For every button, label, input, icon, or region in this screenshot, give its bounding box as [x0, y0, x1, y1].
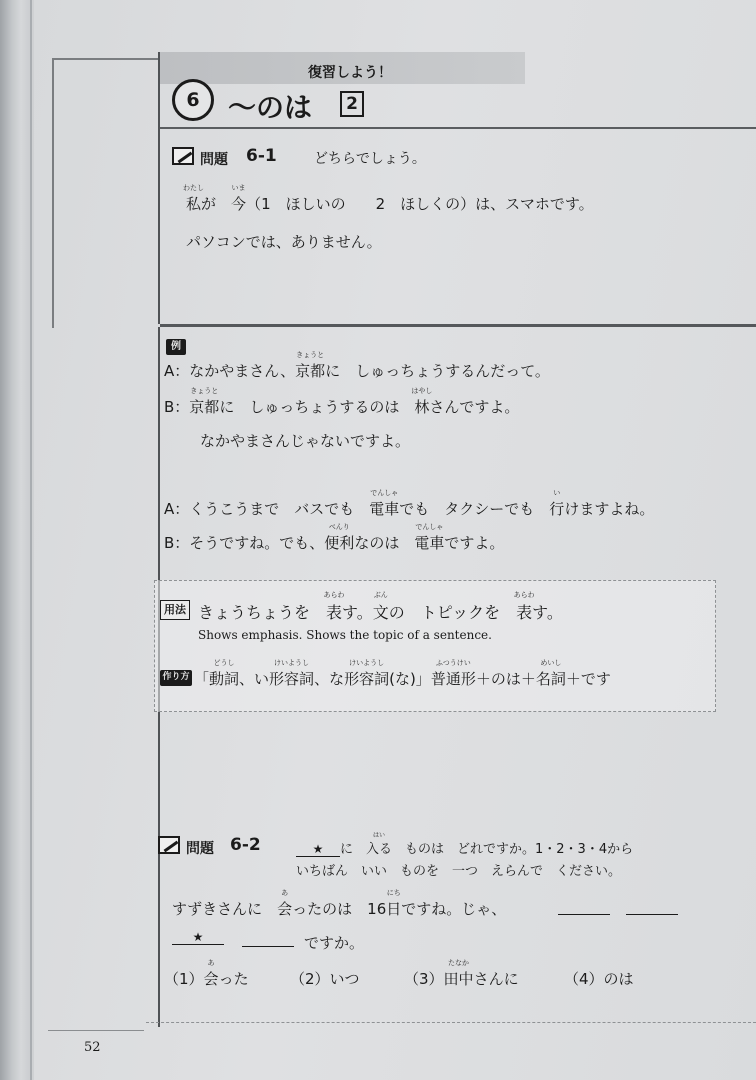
kanji: 林 [414, 398, 430, 416]
frame-line-left [52, 58, 54, 328]
pencil-icon [158, 836, 180, 854]
ruby-word [295, 351, 326, 381]
text: 、い [239, 670, 270, 688]
furigana: にち [386, 889, 401, 897]
ruby-word [183, 184, 204, 214]
ruby-word [324, 523, 355, 553]
problem2-instruction-line1 [296, 838, 633, 857]
ruby-word [269, 659, 315, 689]
kanji: 文 [372, 603, 389, 622]
kanji: 普通形 [430, 670, 476, 688]
furigana: べんり [328, 523, 350, 531]
problem1-line1 [183, 184, 594, 214]
ruby-word [323, 591, 345, 623]
furigana: けいようし [274, 659, 310, 667]
problem-number: 6-1 [246, 146, 277, 166]
footer-rule [48, 1030, 144, 1031]
problem1-line2: パソコンでは、ありません。 [186, 233, 382, 251]
option-3[interactable] [404, 959, 519, 989]
example-b1-cont: なかやまさんじゃないですよ。 [200, 432, 411, 450]
text: ですよ。 [444, 534, 505, 552]
example-b1 [164, 387, 520, 417]
furigana: きょうと [190, 387, 219, 395]
furigana: あ [281, 889, 289, 897]
problem2-sentence [172, 889, 507, 919]
kanji: 電車 [369, 500, 400, 518]
furigana: あらわ [513, 591, 535, 599]
furigana: あ [207, 959, 215, 967]
lesson-title-badge: 2 [340, 91, 364, 117]
kanji: 京都 [189, 398, 220, 416]
furigana: でんしゃ [370, 489, 399, 497]
furigana: ぶん [373, 591, 388, 599]
ruby-word [513, 591, 535, 623]
ruby-word [189, 387, 220, 417]
ruby-word [231, 184, 247, 214]
usage-jp [198, 591, 563, 623]
text: A：なかやまさん、 [164, 362, 296, 380]
text: に しゅっちょうするのは [219, 398, 415, 416]
review-label: 復習しよう！ [308, 65, 392, 81]
option-2[interactable] [290, 968, 360, 989]
problem-instruction: どちらでしょう。 [314, 151, 426, 167]
kanji: 電車 [414, 534, 445, 552]
option-number: （3） [404, 970, 444, 988]
kanji: 私 [186, 195, 202, 213]
text: ＋のは＋ [475, 670, 536, 688]
answer-blank-4[interactable] [242, 946, 294, 947]
usage-tag: 用法 [160, 600, 190, 620]
furigana: でんしゃ [415, 523, 444, 531]
kanji: 動詞 [209, 670, 240, 688]
kanji: 名詞 [535, 670, 566, 688]
problem-label: 問題 [200, 152, 228, 168]
furigana: どうし [213, 659, 235, 667]
ruby-word [443, 959, 474, 989]
text: 「 [194, 670, 210, 688]
unit-number: 6 [172, 79, 214, 121]
option-number: （4） [564, 970, 604, 988]
ruby-word [430, 659, 476, 689]
problem-number: 6-2 [230, 835, 261, 855]
option-number: （1） [164, 970, 204, 988]
lesson-title: 〜のは [228, 91, 313, 124]
text: が [201, 195, 217, 213]
furigana: あらわ [323, 591, 345, 599]
ruby-word [369, 489, 400, 519]
text: す。 [342, 603, 373, 622]
frame-line-top [54, 58, 160, 60]
pencil-icon [172, 147, 194, 165]
problem-label: 問題 [186, 841, 214, 857]
text: ですね。じゃ、 [401, 900, 507, 918]
problem2-instruction-line2: いちばん いい ものを 一つ えらんで ください。 [296, 864, 622, 879]
text: B：そうですね。でも、 [164, 534, 325, 552]
kanji: 形容詞 [344, 670, 390, 688]
problem2-sentence-end: ですか。 [304, 934, 365, 952]
text: ったのは 16 [292, 900, 387, 918]
furigana: きょうと [296, 351, 325, 359]
ruby-word [414, 523, 445, 553]
answer-blank-star[interactable]: ★ [172, 930, 224, 945]
kanji: 今 [231, 195, 247, 213]
kanji: 表 [516, 603, 533, 622]
kanji: 会 [277, 900, 293, 918]
kanji: 行 [549, 500, 565, 518]
text: ＋です [565, 670, 611, 688]
furigana: わたし [183, 184, 204, 192]
kanji: 田中 [443, 970, 474, 988]
ruby-word [386, 889, 402, 919]
kanji: 会 [203, 970, 219, 988]
text: の トピックを [388, 603, 517, 622]
text: に しゅっちょうするんだって。 [325, 362, 550, 380]
ruby-word [411, 387, 433, 417]
answer-blank-1[interactable] [558, 914, 610, 915]
choice-text: （1 ほしいの 2 ほしくの）は、スマホです。 [246, 195, 594, 213]
usage-en: Shows emphasis. Shows the topic of a sentence. [198, 628, 492, 642]
option-text: いつ [329, 970, 360, 988]
text: A：くうこうまで バスでも [164, 500, 370, 518]
ruby-word [372, 591, 389, 623]
option-text: のは [603, 970, 634, 988]
ruby-word [344, 659, 390, 689]
kanji: 形容詞 [269, 670, 315, 688]
option-number: （2） [290, 970, 330, 988]
text: きょうちょうを [198, 603, 327, 622]
bottom-dashed-rule [146, 1022, 756, 1023]
furigana: いま [231, 184, 246, 192]
form-tag: 作り方 [160, 670, 192, 686]
ruby-word [277, 889, 293, 919]
kanji: 便利 [324, 534, 355, 552]
answer-blank-2[interactable] [626, 914, 678, 915]
example-b2 [164, 523, 505, 553]
furigana: けいようし [349, 659, 385, 667]
text: すずきさんに [172, 900, 278, 918]
option-1[interactable] [164, 959, 249, 989]
furigana: ふつうけい [435, 659, 471, 667]
form-formula [194, 659, 611, 689]
option-text: った [218, 970, 249, 988]
text: B： [164, 398, 190, 416]
section-rule [160, 324, 756, 327]
spine-edge [30, 0, 32, 1080]
example-a2 [164, 489, 655, 519]
furigana: めいし [540, 659, 562, 667]
furigana: はい [373, 832, 386, 839]
kanji: 日 [386, 900, 402, 918]
furigana: はやし [411, 387, 433, 395]
text: なのは [354, 534, 415, 552]
ruby-word [203, 959, 219, 989]
star-blank: ★ [296, 842, 340, 857]
section-border-left [158, 52, 160, 324]
book-spine [0, 0, 30, 1080]
ruby-word [549, 489, 565, 519]
text: に 入る ものは どれですか。1・2・3・4から [340, 842, 634, 857]
example-tag: 例 [166, 339, 186, 355]
text: す。 [532, 603, 563, 622]
kanji: 京都 [295, 362, 326, 380]
furigana: い [553, 489, 561, 497]
text: さんですよ。 [429, 398, 520, 416]
kanji: 表 [326, 603, 343, 622]
text: (な)」 [389, 670, 431, 688]
text: けますよね。 [564, 500, 655, 518]
text: 、な [314, 670, 345, 688]
text: でも タクシーでも [399, 500, 550, 518]
furigana: たなか [448, 959, 470, 967]
title-rule [160, 127, 756, 129]
example-a1 [164, 351, 550, 381]
textbook-page [34, 0, 756, 1080]
option-text: さんに [473, 970, 519, 988]
page-number: 52 [84, 1040, 101, 1055]
ruby-word [209, 659, 240, 689]
ruby-word [535, 659, 566, 689]
option-4[interactable] [564, 968, 634, 989]
